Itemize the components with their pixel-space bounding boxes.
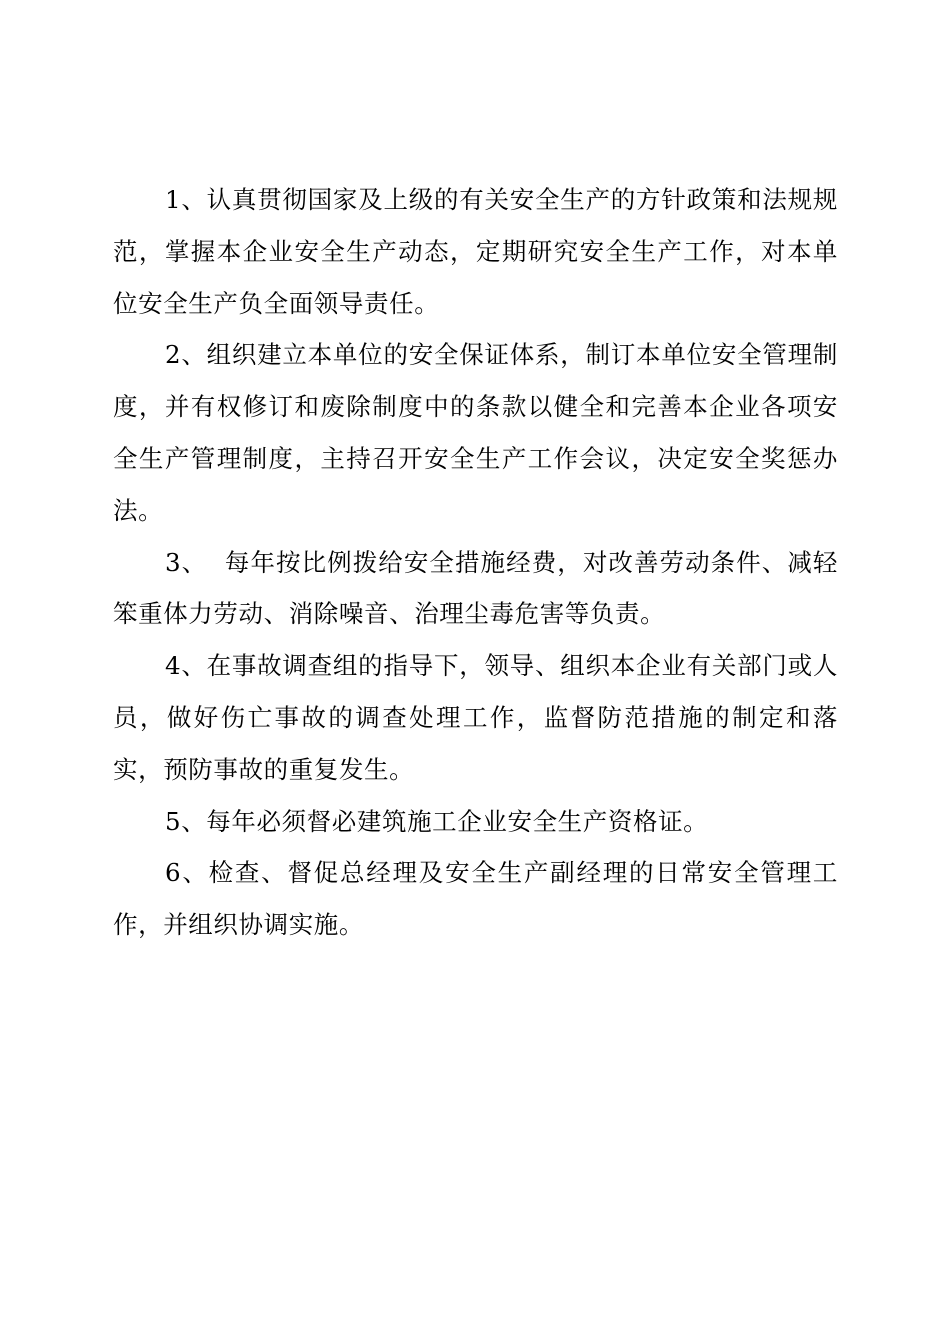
paragraph-6: 6、检查、督促总经理及安全生产副经理的日常安全管理工作，并组织协调实施。 — [113, 858, 838, 940]
paragraph-4: 4、在事故调查组的指导下，领导、组织本企业有关部门或人员，做好伤亡事故的调查处理工作，监督防范措施的制定和落实，预防事故的重复发生。 — [113, 651, 838, 784]
paragraph-2: 2、组织建立本单位的安全保证体系，制订本单位安全管理制度，并有权修订和废除制度中的条款以健全和完善本企业各项安全生产管理制度，主持召开安全生产工作会议，决定安全奖惩办法。 — [113, 340, 838, 525]
paragraph-5: 5、每年必须督必建筑施工企业安全生产资格证。 — [165, 806, 709, 836]
document-body — [113, 174, 838, 951]
paragraph-1: 1、认真贯彻国家及上级的有关安全生产的方针政策和法规规范，掌握本企业安全生产动态，定期研究安全生产工作，对本单位安全生产负全面领导责任。 — [113, 185, 838, 318]
paragraph-3: 3、 每年按比例拨给安全措施经费，对改善劳动条件、减轻笨重体力劳动、消除噪音、治理尘毒危害等负责。 — [113, 547, 838, 629]
